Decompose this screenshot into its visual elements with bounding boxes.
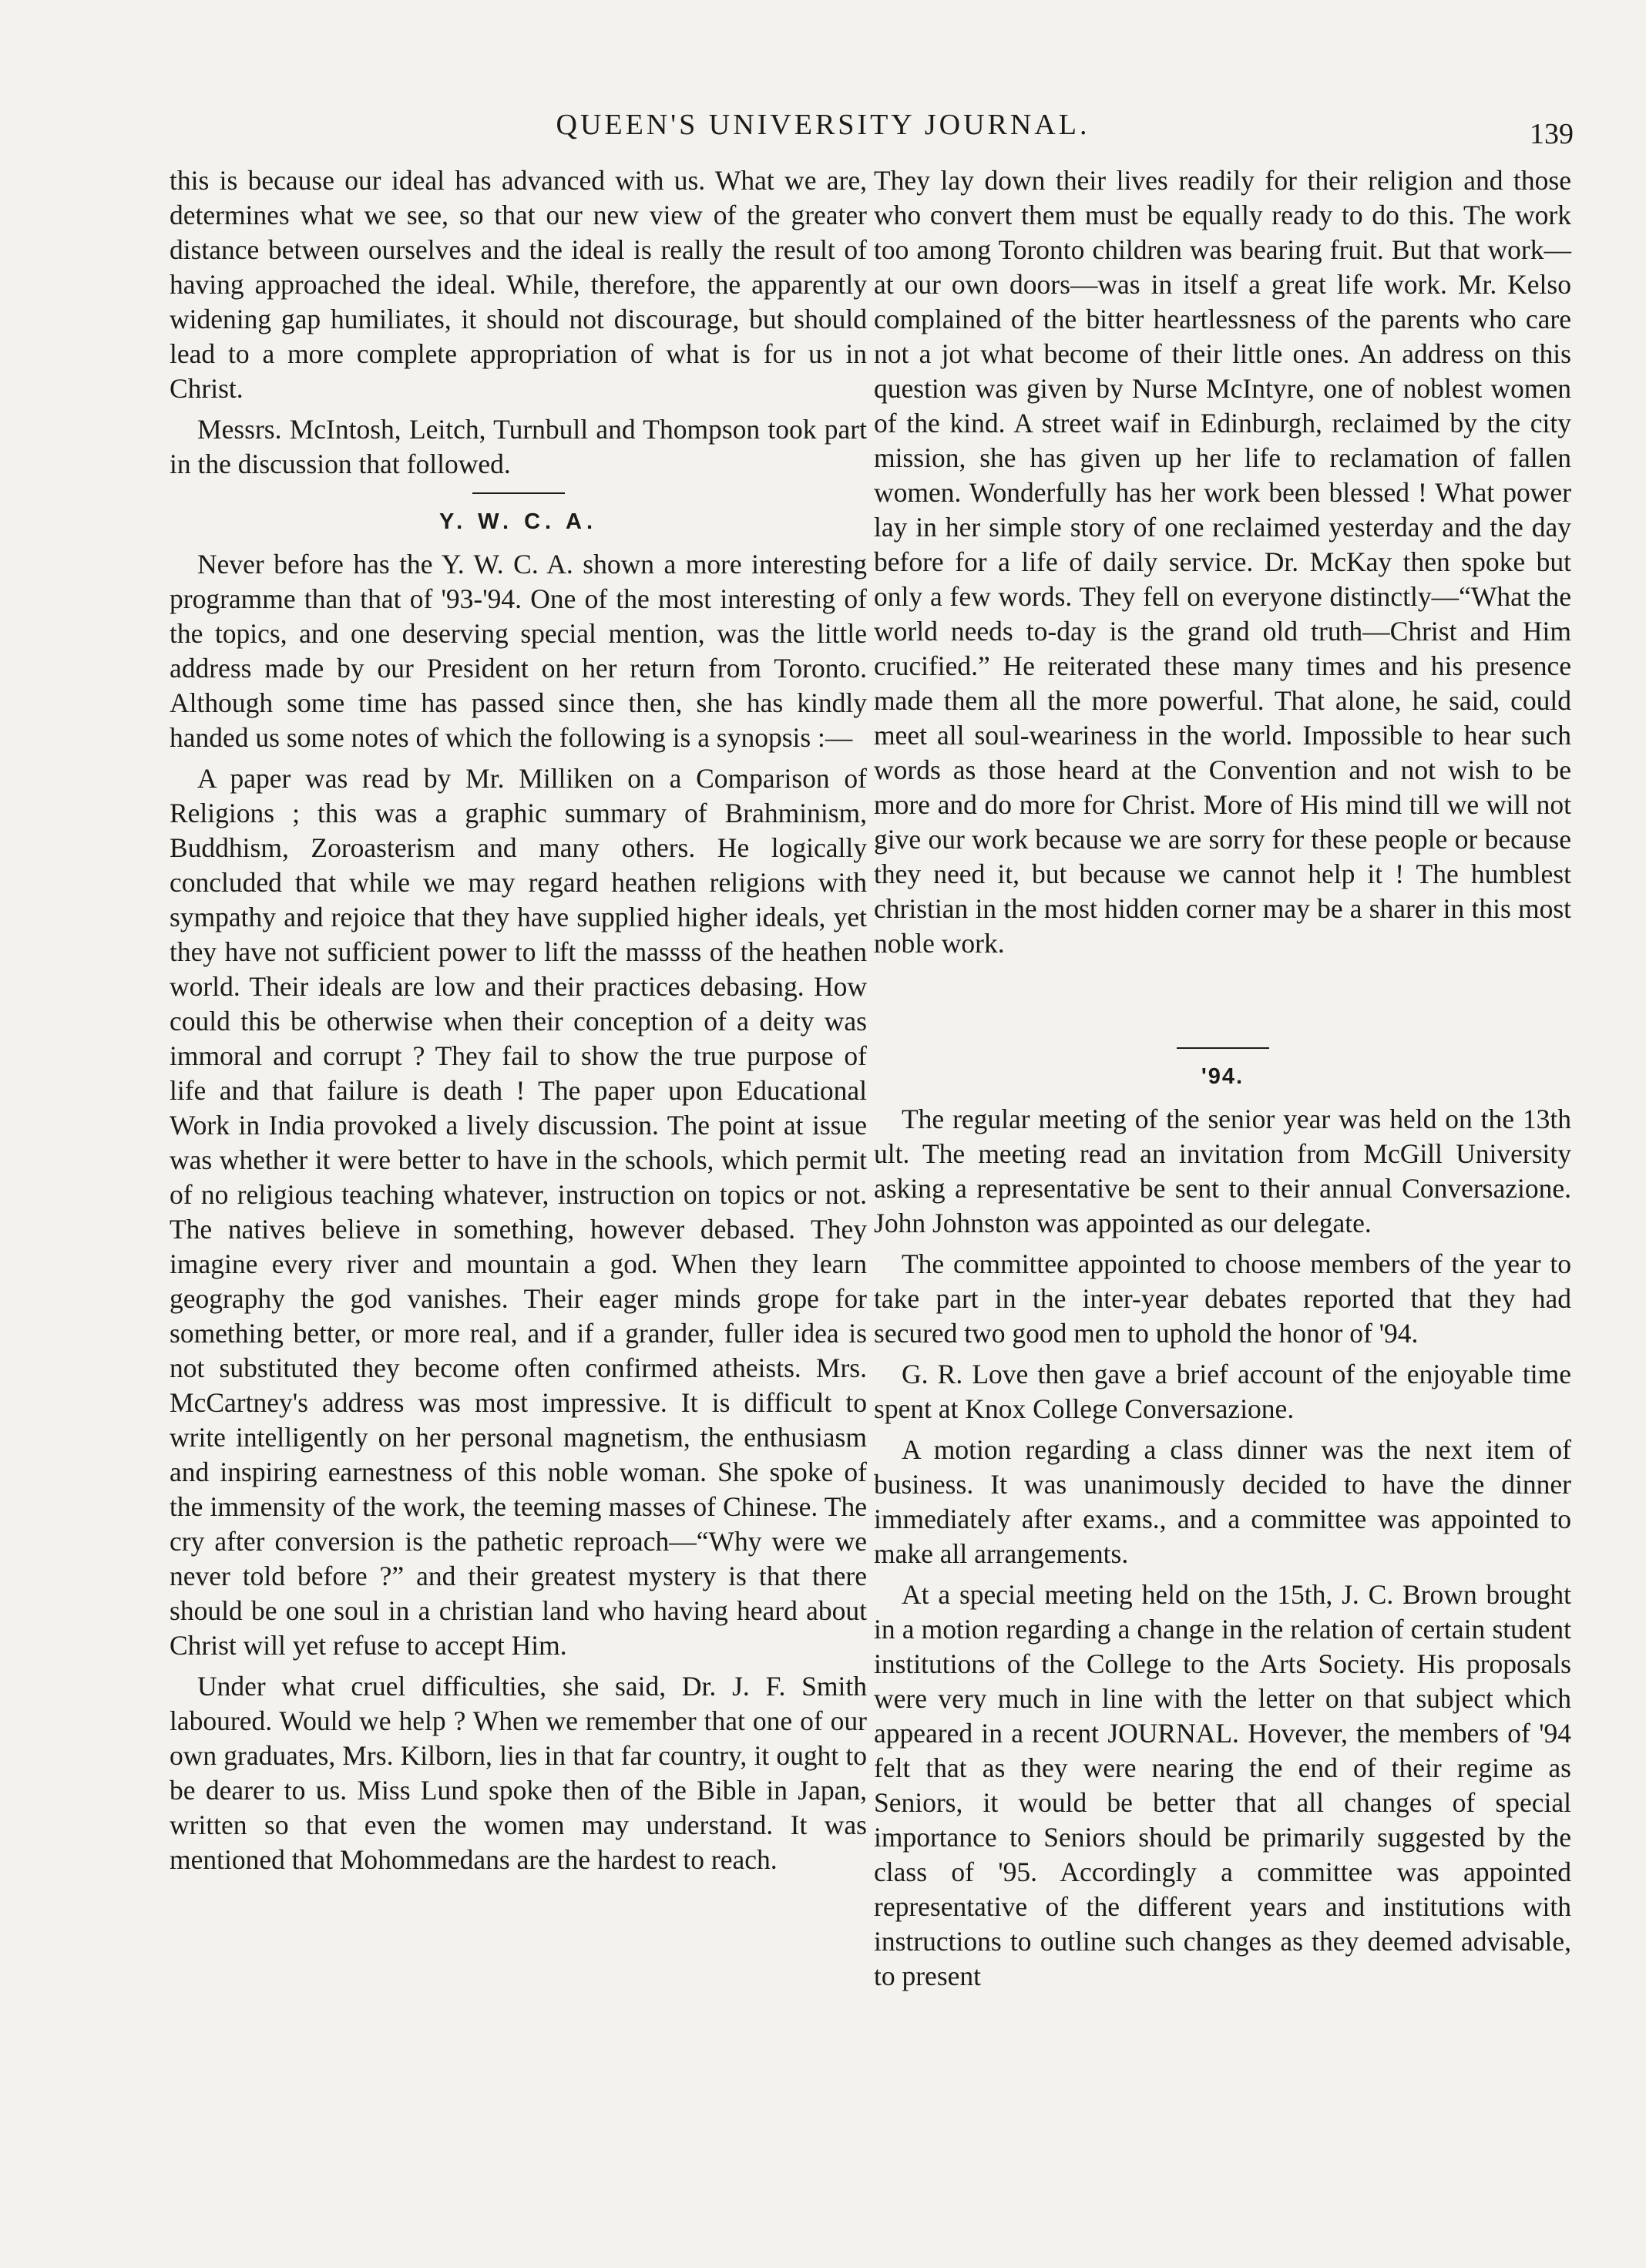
section-heading-94: '94.	[1201, 1064, 1245, 1089]
paragraph-discussion: Messrs. McIntosh, Leitch, Turnbull and Thompson took part in the discussion that followed.	[170, 414, 867, 479]
paragraph-ywca-intro: Never before has the Y. W. C. A. shown a more interesting programme than that of '93-'94. One of the most interesting of the topics, and one deserving special mention, was the little address made by our President on her return from Toronto. Although some time has passed since then, she has kindly handed us some notes of which the following is a synopsis :—	[170, 549, 867, 753]
right-column	[874, 163, 1571, 2000]
left-column	[170, 163, 867, 1883]
section-heading-ywca: Y. W. C. A.	[438, 509, 598, 534]
paragraph-special-meeting: At a special meeting held on the 15th, J. C. Brown brought in a motion regarding a change in the relation of certain student institutions of the College to the Arts Society. His proposals were very much in line with the letter on that subject which appeared in a recent JOURNAL. Hovever, the members of '94 felt that as they were nearing the end of their regime as Seniors, it would be better that all changes of special importance to Seniors should be primarily suggested by the class of '95. Accordingly a committee was appointed representative of the different years and institutions with instructions to outline such changes as they deemed advisable, to present	[874, 1579, 1571, 1991]
paragraph-senior-meeting: The regular meeting of the senior year was held on the 13th ult. The meeting read an invitation from McGill University asking a representative be sent to their annual Conversazione. John Johnston was appointed as our delegate.	[874, 1104, 1571, 1238]
paragraph-convention-continued: They lay down their lives readily for their religion and those who convert them must be equally ready to do this. The work too among Toronto children was bearing fruit. But that work—at our own doors—was in itself a great life work. Mr. Kelso complained of the bitter heartlessness of the parents who care not a jot what become of their little ones. An address on this question was given by Nurse McIntyre, one of noblest women of the kind. A street waif in Edinburgh, reclaimed by the city mission, she has given up her life to reclamation of fallen women. Wonderfully has her work been blessed ! What power lay in her simple story of one reclaimed yesterday and the day before for a life of daily service. Dr. McKay then spoke but only a few words. They fell on everyone distinctly—“What the world needs to-day is the grand old truth—Christ and Him crucified.” He reiterated these many times and his presence made them all the more powerful. That alone, he said, could meet all soul-weariness in the world. Impossible to hear such words as those heard at the Convention and not wish to be more and do more for Christ. More of His mind till we will not give our work because we are sorry for these people or because they need it, but because we cannot help it ! The humblest christian in the most hidden corner may be a sharer in this most noble work.	[874, 165, 1571, 959]
paragraph-comparison-religions: A paper was read by Mr. Milliken on a Comparison of Religions ; this was a graphic summary of Brahminism, Buddhism, Zoroasterism and many others. He logically concluded that while we may regard heathen religions with sympathy and rejoice that they have supplied higher ideals, yet they have not sufficient power to lift the massss of the heathen world. Their ideals are low and their practices debasing. How could this be otherwise when their conception of a deity was immoral and corrupt ? They fail to show the true purpose of life and that failure is death ! The paper upon Educational Work in India provoked a lively discussion. The point at issue was whether it were better to have in the schools, which permit of no religious teaching whatever, instruction on topics or not. The natives believe in something, however debased. They imagine every river and mountain a god. When they learn geography the god vanishes. Their eager minds grope for something better, or more real, and if a grander, fuller idea is not substituted they become often confirmed atheists. Mrs. McCartney's address was most impressive. It is difficult to write intelligently on her personal magnetism, the enthusiasm and inspiring earnestness of this noble woman. She spoke of the immensity of the work, the teeming masses of Chinese. The cry after conversion is the pathetic reproach—“Why were we never told before ?” and their greatest mystery is that there should be one soul in a christian land who having heard about Christ will yet refuse to accept Him.	[170, 763, 867, 1661]
page-number: 139	[1530, 118, 1574, 150]
paragraph-ideal-continued: this is because our ideal has advanced with us. What we are, determines what we see, so that our new view of the greater distance between ourselves and the ideal is really the result of having approached the ideal. While, therefore, the apparently widening gap humiliates, it should not discourage, but should lead to a more complete appropriation of what is for us in Christ.	[170, 165, 867, 404]
paragraph-debates: The committee appointed to choose members of the year to take part in the inter-year debates reported that they had secured two good men to uphold the honor of '94.	[874, 1248, 1571, 1349]
section-divider	[472, 492, 565, 494]
running-title: QUEEN'S UNIVERSITY JOURNAL.	[556, 109, 1090, 141]
paragraph-knox-college: G. R. Love then gave a brief account of the enjoyable time spent at Knox College Conversazione.	[874, 1359, 1571, 1424]
paragraph-dr-smith: Under what cruel difficulties, she said, Dr. J. F. Smith laboured. Would we help ? When we remember that one of our own graduates, Mrs. Kilborn, lies in that far country, it ought to be dearer to us. Miss Lund spoke then of the Bible in Japan, written so that even the women may understand. It was mentioned that Mohommedans are the hardest to reach.	[170, 1671, 867, 1875]
paragraph-class-dinner: A motion regarding a class dinner was the next item of business. It was unanimously decided to have the dinner immediately after exams., and a committee was appointed to make all arrangements.	[874, 1434, 1571, 1569]
section-divider	[1177, 1047, 1269, 1049]
